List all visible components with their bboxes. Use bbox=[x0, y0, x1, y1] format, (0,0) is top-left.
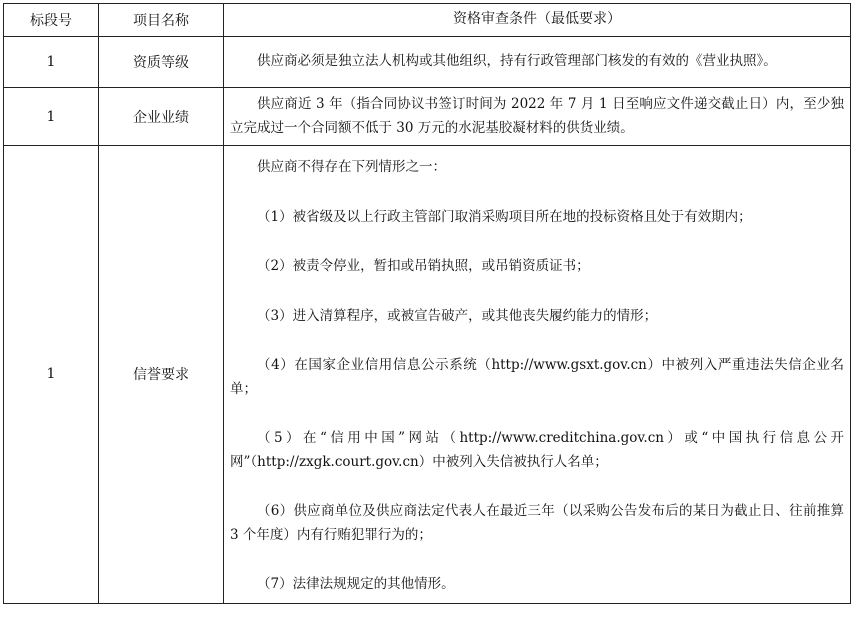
requirement-text: 供应商必须是独立法人机构或其他组织，持有行政管理部门核发的有效的《营业执照》。 bbox=[257, 53, 777, 70]
item-name-cell: 资质等级 bbox=[99, 37, 224, 88]
table-row bbox=[4, 88, 851, 146]
requirement-item: （4）在国家企业信用信息公示系统（http://www.gsxt.gov.cn）中被列入严重违法失信企业名单； bbox=[230, 357, 844, 397]
item-name-cell: 信誉要求 bbox=[99, 146, 224, 604]
table-row bbox=[4, 146, 851, 604]
lot-number-cell: 1 bbox=[4, 146, 99, 604]
table-header-row bbox=[4, 4, 851, 37]
requirement-item: （5）在“信用中国”网站（http://www.creditchina.gov.cn）或“中国执行信息公开网”（http://zxgk.court.gov.cn）中被列入失信被执行人名单； bbox=[230, 430, 844, 470]
lot-number-cell: 1 bbox=[4, 88, 99, 146]
table-row bbox=[4, 37, 851, 88]
requirement-item: （6）供应商单位及供应商法定代表人在最近三年（以采购公告发布后的某日为截止日、往前推算 3 个年度）内有行贿犯罪行为的； bbox=[230, 503, 844, 543]
qualification-table bbox=[3, 3, 851, 604]
requirement-cell bbox=[224, 37, 851, 88]
item-name-cell: 企业业绩 bbox=[99, 88, 224, 146]
requirement-cell bbox=[224, 88, 851, 146]
header-lot-number: 标段号 bbox=[4, 4, 99, 37]
requirement-intro: 供应商不得存在下列情形之一： bbox=[257, 159, 446, 175]
requirement-item: （2）被责令停业，暂扣或吊销执照，或吊销资质证书； bbox=[257, 258, 590, 274]
requirement-text: 供应商近 3 年（指合同协议书签订时间为 2022 年 7 月 1 日至响应文件递交截止日）内，至少独立完成过一个合同额不低于 30 万元的水泥基胶凝材料的供货业绩。 bbox=[230, 96, 844, 136]
requirement-item: （7）法律法规规定的其他情形。 bbox=[257, 576, 455, 592]
header-item-name: 项目名称 bbox=[99, 4, 224, 37]
requirement-item: （3）进入清算程序，或被宣告破产，或其他丧失履约能力的情形； bbox=[257, 307, 658, 324]
lot-number-cell: 1 bbox=[4, 37, 99, 88]
requirement-cell bbox=[224, 146, 851, 604]
header-requirements: 资格审查条件（最低要求） bbox=[224, 4, 851, 37]
requirement-item: （1）被省级及以上行政主管部门取消采购项目所在地的投标资格且处于有效期内； bbox=[257, 208, 752, 225]
